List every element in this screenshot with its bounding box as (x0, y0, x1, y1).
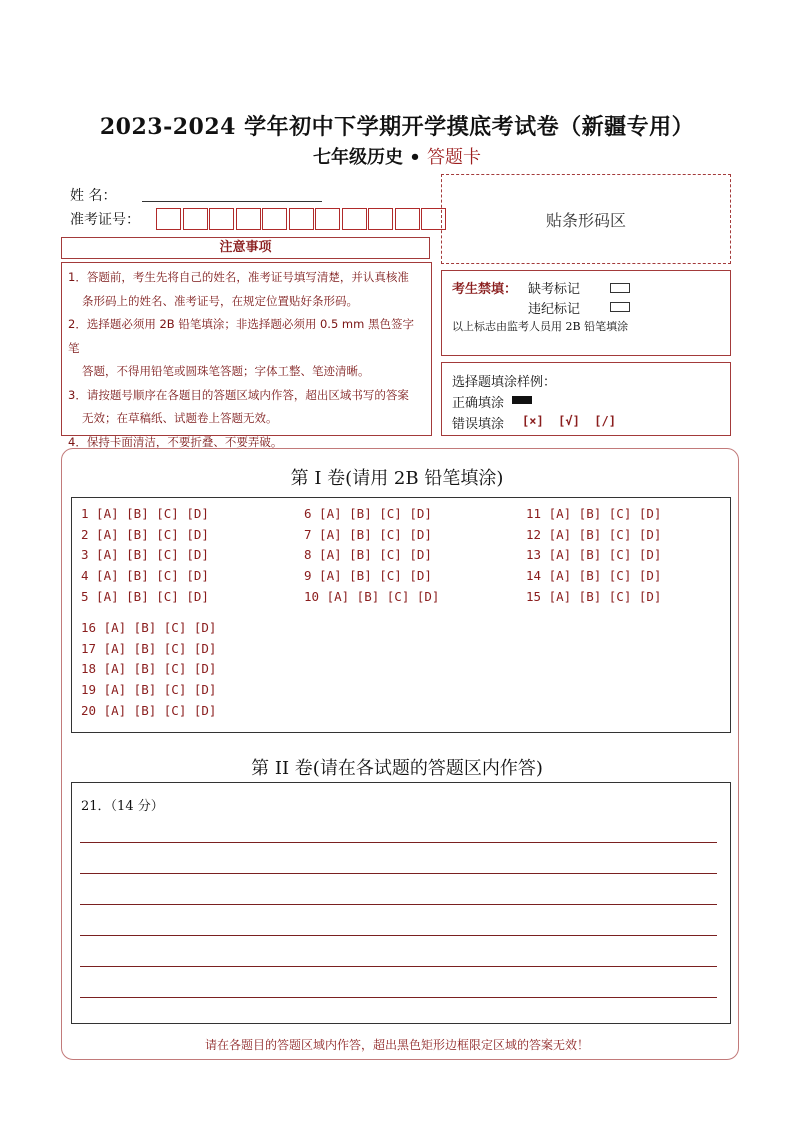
answer-line[interactable] (80, 873, 717, 874)
mc-column-3 (526, 504, 661, 608)
mc-question-row[interactable]: 13 [A] [B] [C] [D] (526, 547, 662, 563)
exam-marks-note: 以上标志由监考人员用 2B 铅笔填涂 (452, 320, 629, 333)
notice-item-3: 3．请按题号顺序在各题目的答题区域内作答，超出区域书写的答案 (68, 387, 409, 402)
id-digit-box[interactable] (262, 208, 287, 230)
notice-item-2-cont: 答题，不得用铅笔或圆珠笔答题；字体工整、笔迹清晰。 (82, 364, 370, 378)
id-digit-box[interactable] (395, 208, 420, 230)
answer-line[interactable] (80, 997, 717, 998)
barcode-area (441, 174, 731, 264)
id-digit-box[interactable] (236, 208, 261, 230)
mc-question-row[interactable]: 19 [A] [B] [C] [D] (81, 682, 217, 698)
footer-note: 请在各题目的答题区域内作答，超出黑色矩形边框限定区域的答案无效！ (204, 1038, 589, 1052)
answer-line[interactable] (80, 966, 717, 967)
id-digit-box[interactable] (342, 208, 367, 230)
notice-item-1-cont: 条形码上的姓名、准考证号，在规定位置贴好条形码。 (82, 293, 358, 308)
section1-title: 第 I 卷(请用 2B 铅笔填涂) (290, 468, 504, 489)
mc-question-row[interactable]: 16 [A] [B] [C] [D] (81, 620, 217, 635)
notice-item-1: 1．答题前，考生先将自己的姓名，准考证号填写清楚，并认真核准 (68, 270, 409, 284)
mc-column-2 (304, 504, 439, 608)
exam-title: 2023-2024 学年初中下学期开学摸底考试卷（新疆专用） (99, 114, 695, 140)
barcode-label: 贴条形码区 (545, 210, 626, 230)
mc-question-row[interactable]: 1 [A] [B] [C] [D] (81, 506, 209, 521)
mc-column-1 (81, 504, 209, 608)
section2-title: 第 II 卷(请在各试题的答题区内作答) (251, 758, 543, 779)
notice-title: 注意事项 (61, 237, 430, 259)
id-label: 准考证号： (70, 212, 140, 228)
id-digit-box[interactable] (209, 208, 234, 230)
mc-question-row[interactable]: 20 [A] [B] [C] [D] (81, 702, 217, 718)
exam-marks-box (441, 270, 731, 356)
mc-question-row[interactable]: 5 [A] [B] [C] [D] (81, 588, 209, 604)
notice-body (61, 262, 432, 449)
id-digit-box[interactable] (368, 208, 393, 230)
mc-question-row[interactable]: 9 [A] [B] [C] [D] (304, 568, 432, 584)
notice-item-3-cont: 无效；在草稿纸、试题卷上答题无效。 (82, 411, 278, 425)
mc-question-row[interactable]: 18 [A] [B] [C] [D] (81, 661, 217, 677)
fill-example-box (441, 362, 731, 436)
absent-mark-label: 缺考标记 (528, 282, 581, 297)
multiple-choice-box (71, 497, 731, 733)
exam-marks-label: 考生禁填： (452, 282, 518, 297)
mc-question-row[interactable]: 10 [A] [B] [C] [D] (304, 588, 440, 604)
id-boxes[interactable] (156, 208, 448, 230)
name-label: 姓 名： (70, 188, 117, 204)
mc-question-row[interactable]: 8 [A] [B] [C] [D] (304, 547, 432, 563)
notice-item-4: 4．保持卡面清洁，不要折叠、不要弄破。 (68, 434, 283, 449)
mc-question-row[interactable]: 6 [A] [B] [C] [D] (304, 506, 432, 521)
id-digit-box[interactable] (156, 208, 181, 230)
wrong-fill-label: 错误填涂 (452, 417, 505, 432)
mc-question-row[interactable]: 15 [A] [B] [C] [D] (526, 588, 662, 604)
subtitle-answer-card: 答题卡 (427, 147, 482, 168)
mc-question-row[interactable]: 14 [A] [B] [C] [D] (526, 568, 662, 584)
mc-question-row[interactable]: 3 [A] [B] [C] [D] (81, 547, 209, 563)
mc-question-row[interactable]: 4 [A] [B] [C] [D] (81, 568, 209, 584)
answer-line[interactable] (80, 935, 717, 936)
notice-item-2: 2．选择题必须用 2B 铅笔填涂；非选择题必须用 0.5 mm 黑色签字笔 (68, 317, 414, 355)
answer-line[interactable] (80, 904, 717, 905)
fill-example-title: 选择题填涂样例： (452, 375, 557, 390)
mc-question-row[interactable]: 11 [A] [B] [C] [D] (526, 506, 662, 521)
mc-question-row[interactable]: 7 [A] [B] [C] [D] (304, 526, 432, 542)
correct-fill-label: 正确填涂 (452, 396, 505, 411)
absent-mark-box[interactable] (610, 283, 630, 293)
question-21-label: 21．（14 分） (81, 799, 164, 814)
answer-line[interactable] (80, 842, 717, 843)
subtitle-dot: • (409, 147, 421, 168)
mc-question-row[interactable]: 12 [A] [B] [C] [D] (526, 526, 662, 542)
wrong-fill-samples: [×] [√] [/] (522, 414, 616, 428)
id-digit-box[interactable] (315, 208, 340, 230)
mc-question-row[interactable]: 17 [A] [B] [C] [D] (81, 640, 217, 656)
name-input-line[interactable] (142, 200, 322, 202)
subtitle-main: 七年级历史 (312, 147, 403, 168)
correct-fill-sample (512, 396, 532, 404)
violation-mark-label: 违纪标记 (528, 302, 581, 317)
question-21-box (71, 782, 731, 1024)
id-digit-box[interactable] (289, 208, 314, 230)
id-digit-box[interactable] (183, 208, 208, 230)
exam-subtitle (0, 143, 794, 169)
mc-question-row[interactable]: 2 [A] [B] [C] [D] (81, 526, 209, 542)
violation-mark-box[interactable] (610, 302, 630, 312)
mc-column-4 (81, 618, 216, 722)
